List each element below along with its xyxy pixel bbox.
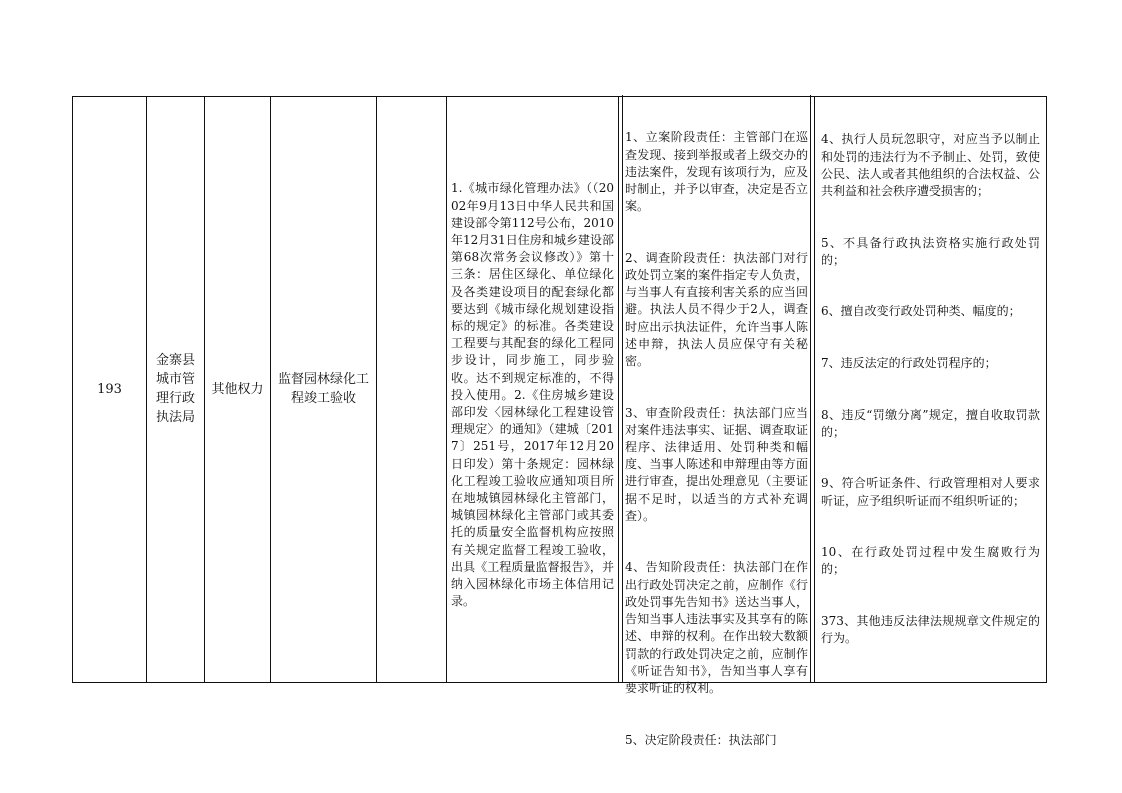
liability-item: 5、不具备行政执法资格实施行政处罚的； (821, 235, 1040, 267)
duty-cell (619, 97, 815, 747)
duty-item: 1、立案阶段责任：主管部门在巡查发现、接到举报或者上级交办的违法案件，发现有该项行为，应及时制止，并予以审查，决定是否立案。 (625, 130, 808, 214)
item-name-cell (271, 97, 377, 683)
liability-item: 10、在行政处罚过程中发生腐败行为的； (821, 545, 1040, 577)
department-name: 金寨县城市管理行政执法局 (155, 353, 195, 426)
duty-item: 5、决定阶段责任：执法部门 (625, 732, 777, 747)
table-row (73, 97, 1047, 683)
row-number-cell (73, 97, 147, 683)
item-name: 监督园林绿化工程竣工验收 (277, 372, 369, 407)
liability-item: 6、擅自改变行政处罚种类、幅度的； (821, 304, 1021, 319)
duty-inner-frame (622, 95, 811, 747)
row-number: 193 (97, 381, 122, 397)
liability-item: 9、符合听证条件、行政管理相对人要求听证，应予组织听证而不组织听证的； (821, 476, 1040, 508)
sub-item-cell (377, 97, 447, 683)
legal-basis-cell (447, 97, 619, 683)
liability-list (815, 97, 1046, 682)
duty-item: 2、调查阶段责任：执法部门对行政处罚立案的案件指定专人负责，与当事人有直接利害关系的应当回避。执法人员不得少于2人，调查时应出示执法证件，允许当事人陈述申辩，执法人员应保守有关秘密。 (625, 250, 808, 369)
power-type: 其他权力 (211, 381, 264, 397)
duty-item: 4、告知阶段责任：执法部门在作出行政处罚决定之前，应制作《行政处罚事先告知书》送达当事人，告知当事人违法事实及其享有的陈述、申辩的权利。在作出较大数额罚款的行政处罚决定之前，应制作《听证告知书》，告知当事人享有要求听证的权利。 (625, 560, 808, 695)
power-type-cell (205, 97, 271, 683)
liability-item: 7、违反法定的行政处罚程序的； (821, 356, 997, 371)
department-cell (147, 97, 205, 683)
liability-item: 373、其他违反法律法规规章文件规定的行为。 (821, 614, 1040, 646)
liability-item: 4、执行人员玩忽职守，对应当予以制止和处罚的违法行为不予制止、处罚，致使公民、法人或者其他组织的合法权益、公共利益和社会秩序遭受损害的； (821, 132, 1040, 199)
liability-item: 8、违反“罚缴分离”规定，擅自收取罚款的； (821, 407, 1040, 439)
duty-list (623, 95, 810, 783)
power-list-table (72, 96, 1047, 747)
legal-basis-text: 1.《城市绿化管理办法》（（2002年9月13日中华人民共和国建设部令第112号公布，2010年12月31日住房和城乡建设部第68次常务会议修改）》第十三条：居住区绿化、单位绿化及各类建设项目的配套绿化都要达到《城市绿化规划建设指标的规定》的标准。各类建设工程要与其配套的绿化工程同步设计，同步施工，同步验收。达不到规定标准的，不得投入使用。2.《住房城乡建设部印发〈园林绿化工程建设管理规定〉的通知》（建城〔2017〕251号，2017年12月20日印发）第十条规定：园林绿化工程竣工验收应通知项目所在地城镇园林绿化主管部门，城镇园林绿化主管部门或其委托的质量安全监督机构应按照有关规定监督工程竣工验收，出具《工程质量监督报告》，并纳入园林绿化市场主体信用记录。 (451, 181, 614, 609)
liability-cell (815, 97, 1047, 683)
duty-item: 3、审查阶段责任：执法部门应当对案件违法事实、证据、调查取证程序、法律适用、处罚种类和幅度、当事人陈述和申辩理由等方面进行审查，提出处理意见（主要证据不足时，以适当的方式补充调查）。 (625, 405, 808, 523)
